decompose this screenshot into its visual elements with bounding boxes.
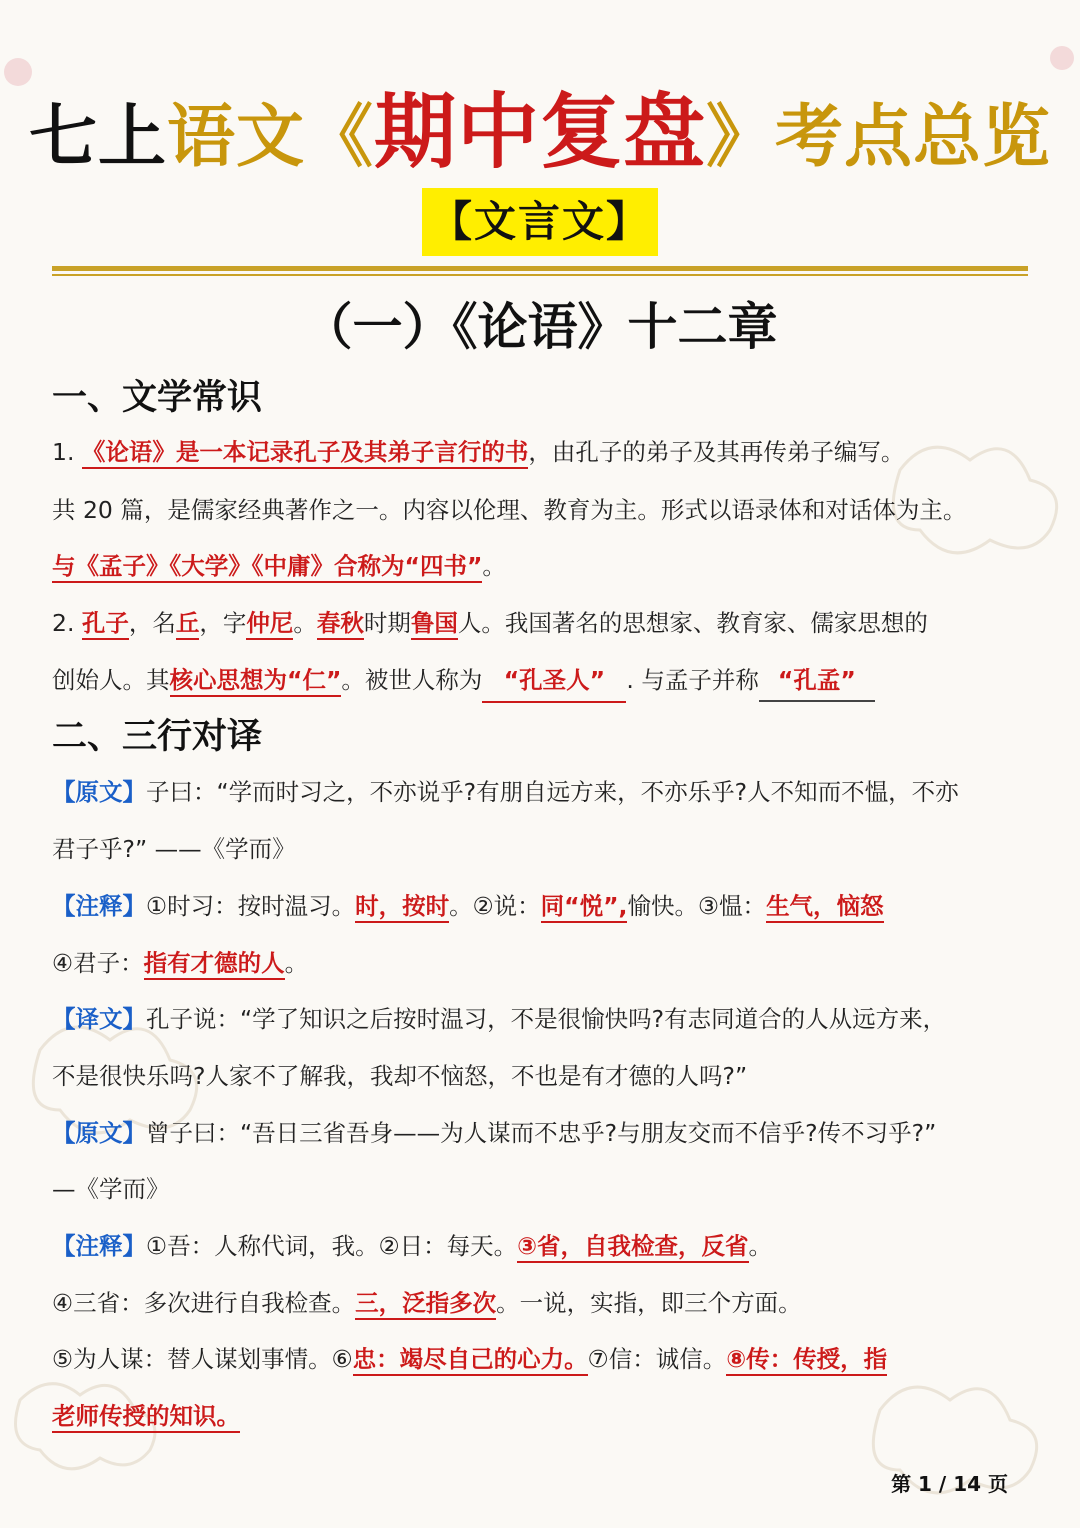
para2-l2-text2: 。被世人称为 (341, 666, 483, 694)
b1-notes-text3: 愉快。③愠： (627, 892, 767, 920)
translation-tag: 【译文】 (52, 1005, 146, 1033)
kongmeng-term: “孔孟” (759, 660, 875, 702)
b2-note-san: 三，泛指多次 (355, 1289, 496, 1320)
page-number: 第 1 / 14 页 (891, 1472, 1008, 1496)
b2-notes-line1 (52, 1226, 1032, 1266)
title-part3: 期中复盘 (374, 85, 707, 180)
b1-notes-line1 (52, 886, 1032, 926)
b2-notes-text2: 。 (748, 1232, 773, 1260)
title-part1: 七上 (28, 98, 167, 177)
b1-translation-line1 (52, 999, 1032, 1039)
para2-l2-text3: . 与孟子并称 (626, 666, 759, 694)
para2-text2: ，字 (199, 609, 247, 637)
title-part2: 语文《 (166, 98, 374, 177)
notes-tag: 【注释】 (52, 892, 146, 920)
header-divider-thick (52, 266, 1028, 271)
para1-line1 (52, 432, 1032, 472)
four-books-keypoint: 与《孟子》《大学》《中庸》合称为“四书” (52, 552, 482, 583)
b2-note-chuan-cont: 老师传授的知识。 (52, 1402, 240, 1433)
b2-notes-l3-text2: ⑦信：诚信。 (587, 1345, 727, 1373)
para1-line3-end: 。 (482, 552, 506, 580)
para2-line1 (52, 603, 1032, 643)
para1-keypoint: 《论语》是一本记录孔子及其弟子言行的书 (82, 438, 529, 469)
page-title (0, 85, 1080, 183)
b1-notes-text1: ①时习：按时温习。 (146, 892, 356, 920)
para1-line2: 共 20 篇，是儒家经典著作之一。内容以伦理、教育为主。形式以语录体和对话体为主。 (52, 496, 967, 524)
para1-text: ，由孔子的弟子及其再传弟子编写。 (528, 438, 905, 466)
section-heading-literary: 一、文学常识 (52, 378, 263, 418)
para1-line3 (52, 546, 1032, 586)
b2-notes-text1: ①吾：人称代词，我。②日：每天。 (146, 1232, 518, 1260)
b2-notes-line3 (52, 1339, 1032, 1379)
b1-notes-line2 (52, 943, 1032, 983)
b1-note-junzi: 指有才德的人 (144, 949, 285, 980)
b2-note-xing: ③省，自我检查，反省 (517, 1232, 748, 1263)
era-term: 春秋 (317, 609, 364, 640)
para2-number: 2. (52, 609, 75, 637)
b2-notes-l2-text1: ④三省：多次进行自我检查。 (52, 1289, 356, 1317)
b1-original-line1 (52, 772, 1032, 812)
kongsheng-term: “孔圣人” (482, 660, 626, 703)
notes-tag-2: 【注释】 (52, 1232, 146, 1260)
b2-note-zhong: 忠：竭尽自己的心力。 (353, 1345, 588, 1376)
b1-original-text: 子曰：“学而时习之，不亦说乎?有朋自远方来，不亦乐乎?人不知而不愠，不亦 (146, 778, 959, 806)
b2-note-chuan: ⑧传：传授，指 (726, 1345, 887, 1376)
b2-original-line1 (52, 1113, 1032, 1153)
title-part4: 》考点总览 (706, 98, 1052, 177)
section-heading-translation: 二、三行对译 (52, 717, 263, 757)
core-idea-keypoint: 核心思想为“仁” (170, 666, 342, 697)
para2-text1: ，名 (128, 609, 176, 637)
b2-original-line2: —《学而》 (52, 1175, 170, 1203)
b2-notes-l2-text2: 。一说，实指，即三个方面。 (496, 1289, 802, 1317)
original-tag-2: 【原文】 (52, 1119, 146, 1147)
state-term: 鲁国 (411, 609, 458, 640)
b1-note-yue: 同“悦”, (541, 892, 628, 923)
para2-l2-text1: 创始人。其 (52, 666, 170, 694)
para2-text4: 时期 (363, 609, 411, 637)
b1-notes-l2-text2: 。 (284, 949, 309, 977)
para1-number: 1. (52, 438, 75, 466)
b1-note-yun: 生气，恼怒 (766, 892, 884, 923)
b2-notes-line4 (52, 1396, 1032, 1436)
para2-text5: 人。我国著名的思想家、教育家、儒家思想的 (457, 609, 928, 637)
category-badge: 【文言文】 (422, 188, 658, 256)
b2-notes-line2 (52, 1283, 1032, 1323)
b1-original-line2: 君子乎?” ——《学而》 (52, 835, 296, 863)
chapter-title: （一）《论语》十二章 (302, 298, 778, 356)
b1-note-shi: 时，按时 (355, 892, 449, 923)
b1-notes-l2-text1: ④君子： (52, 949, 144, 977)
ming-term: 丘 (176, 609, 200, 640)
zi-term: 仲尼 (246, 609, 293, 640)
b2-notes-l3-text1: ⑤为人谋：替人谋划事情。⑥ (52, 1345, 353, 1373)
b2-original-text: 曾子曰：“吾日三省吾身——为人谋而不忠乎?与朋友交而不信乎?传不习乎?” (146, 1119, 937, 1147)
b1-notes-text2: 。②说： (449, 892, 541, 920)
para2-line2 (52, 660, 1032, 703)
b1-translation-text: 孔子说：“学了知识之后按时温习，不是很愉快吗?有志同道合的人从远方来， (146, 1005, 947, 1033)
header-divider-thin (52, 274, 1028, 276)
para2-text3: 。 (293, 609, 317, 637)
b1-translation-line2: 不是很快乐吗?人家不了解我，我却不恼怒，不也是有才德的人吗?” (52, 1062, 748, 1090)
kongzi-term: 孔子 (82, 609, 129, 640)
original-tag: 【原文】 (52, 778, 146, 806)
